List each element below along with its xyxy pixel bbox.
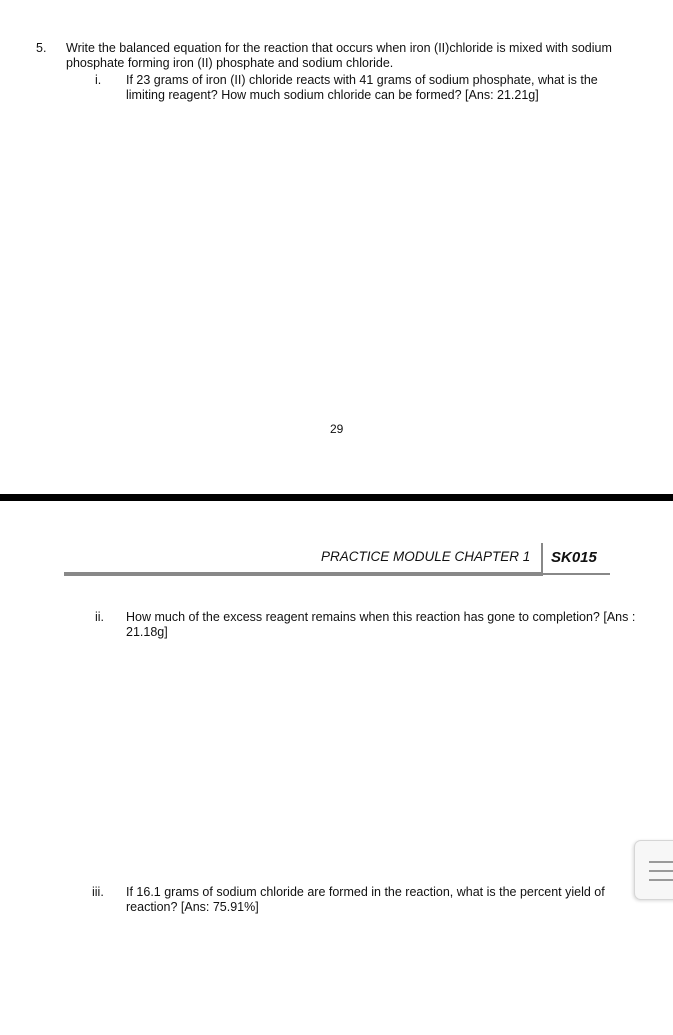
question-text: Write the balanced equation for the reaction that occurs when iron (II)chloride is mixed with sodium phosphate forming iron (II) phosphate and sodium chloride. [66, 41, 612, 70]
subquestion-text: If 16.1 grams of sodium chloride are formed in the reaction, what is the percent yield of reaction? [Ans: 75.91%] [126, 885, 605, 914]
subquestion-text: How much of the excess reagent remains when this reaction has gone to completion? [Ans : 21.18g] [126, 610, 636, 639]
subquestion-numeral: iii. [92, 885, 104, 899]
header-underline-code [543, 573, 610, 575]
question-number: 5. [36, 41, 47, 55]
module-title: PRACTICE MODULE CHAPTER 1 [321, 549, 531, 564]
subquestion-numeral: i. [95, 73, 102, 87]
course-code: SK015 [551, 549, 597, 566]
menu-button[interactable] [634, 840, 673, 900]
header-separator [541, 543, 543, 575]
subquestion-numeral: ii. [95, 610, 105, 624]
subquestion-text: If 23 grams of iron (II) chloride reacts with 41 grams of sodium phosphate, what is the limiting reagent? How much sodium chloride can be formed? [Ans: 21.21g] [126, 73, 598, 102]
header-underline [64, 572, 543, 576]
page-number: 29 [330, 422, 344, 436]
page-divider [0, 494, 673, 501]
